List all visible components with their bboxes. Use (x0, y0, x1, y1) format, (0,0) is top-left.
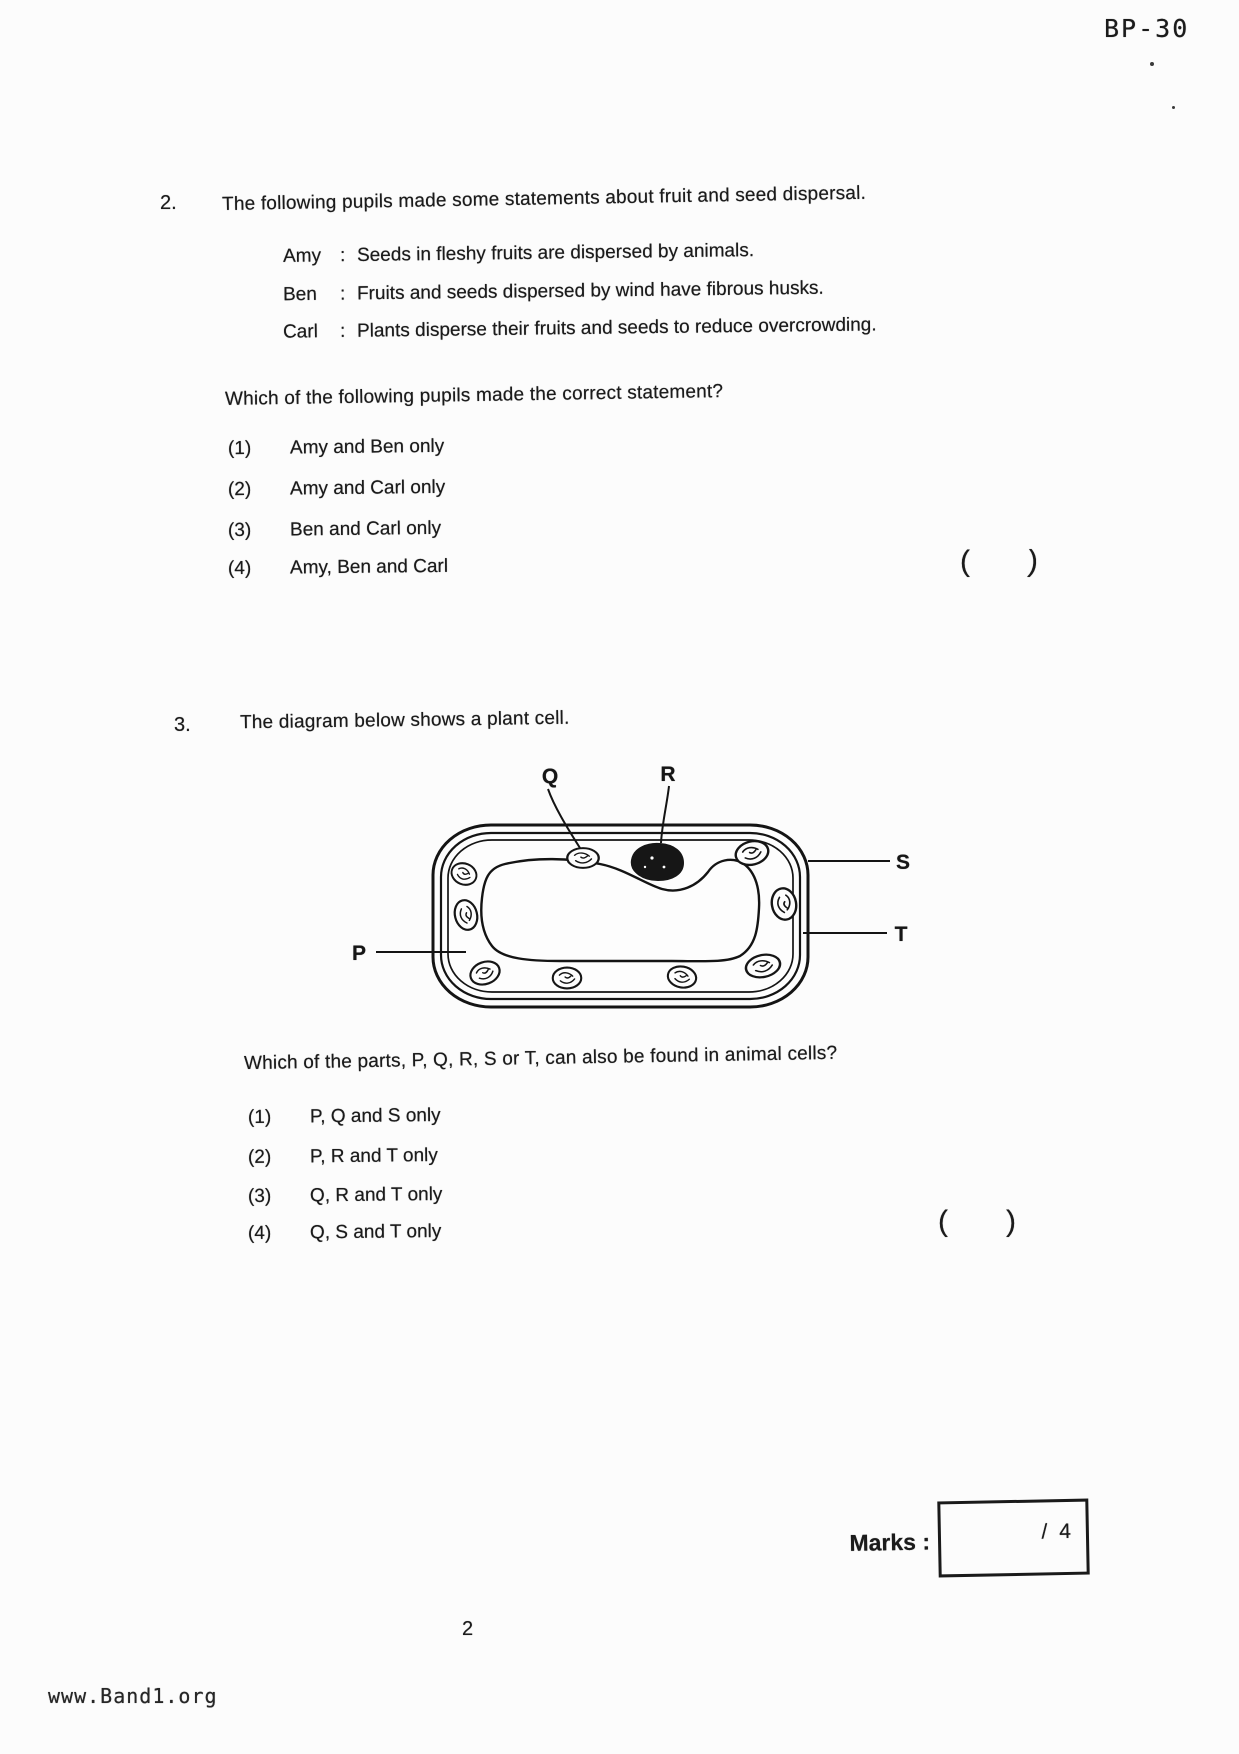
statement-colon: : (339, 320, 346, 342)
option-text: Amy, Ben and Carl (289, 555, 449, 579)
statement-text: Seeds in fleshy fruits are dispersed by animals. (356, 240, 755, 266)
answer-bracket-close: ) (1006, 1205, 1016, 1238)
option-number: (4) (247, 1222, 272, 1245)
question-3-number: 3. (174, 714, 191, 736)
label-q: Q (541, 765, 559, 788)
label-s: S (895, 851, 911, 874)
statement-colon: : (339, 283, 346, 305)
marks-label: Marks : (849, 1528, 931, 1556)
paper-code: BP-30 (1104, 14, 1190, 43)
chloroplast (567, 848, 599, 868)
option-text: P, R and T only (309, 1145, 438, 1168)
scan-speck (1150, 62, 1154, 66)
option-row (248, 1184, 443, 1208)
option-text: Amy and Carl only (289, 476, 446, 500)
question-2-text: The following pupils made some statements about fruit and seed dispersal. (221, 182, 867, 216)
option-text: Q, S and T only (309, 1220, 442, 1244)
label-r: R (660, 763, 676, 786)
pupil-name: Ben (282, 283, 317, 306)
chloroplast (553, 968, 582, 989)
vacuole (481, 859, 759, 961)
option-number: (1) (227, 437, 252, 460)
label-p: P (351, 942, 367, 965)
option-text: Q, R and T only (309, 1183, 443, 1207)
marks-value: / 4 (1041, 1519, 1075, 1544)
question-2-number: 2. (160, 192, 177, 214)
option-row (228, 518, 441, 542)
option-number: (1) (247, 1106, 272, 1129)
question-3-text: The diagram below shows a plant cell. (239, 707, 570, 734)
option-number: (2) (247, 1146, 272, 1168)
marks-box (937, 1499, 1089, 1578)
option-number: (3) (227, 519, 252, 542)
scan-speck (1172, 106, 1175, 109)
nucleus-speck (663, 866, 666, 869)
option-number: (4) (227, 557, 252, 580)
statement-text: Plants disperse their fruits and seeds to reduce overcrowding. (356, 314, 877, 342)
option-number: (2) (227, 478, 252, 501)
option-text: Amy and Ben only (289, 435, 445, 459)
option-row (248, 1145, 438, 1169)
pupil-name: Carl (282, 321, 318, 343)
plant-cell-diagram (290, 752, 940, 1027)
statement-colon: : (339, 245, 346, 267)
statement-carl (283, 314, 877, 343)
nucleus-speck (644, 866, 646, 868)
statement-text: Fruits and seeds dispersed by wind have fibrous husks. (356, 277, 824, 305)
statement-amy (283, 240, 754, 268)
question-3-stem: Which of the parts, P, Q, R, S or T, can also be found in animal cells? (243, 1042, 838, 1075)
option-row (228, 477, 445, 501)
option-row (248, 1221, 442, 1245)
option-row (228, 436, 444, 460)
nucleus-speck (650, 856, 653, 859)
pupil-name: Amy (282, 245, 322, 267)
option-row (248, 1105, 441, 1129)
statement-ben (283, 278, 824, 307)
watermark: www.Band1.org (48, 1684, 218, 1708)
option-row (228, 556, 448, 580)
answer-bracket-open: ( (938, 1205, 948, 1238)
page-number: 2 (462, 1618, 474, 1640)
option-number: (3) (247, 1185, 272, 1208)
answer-bracket-close: ) (1026, 544, 1040, 579)
nucleus (632, 844, 683, 880)
answer-bracket-open: ( (960, 545, 970, 578)
option-text: Ben and Carl only (289, 517, 442, 541)
option-text: P, Q and S only (309, 1104, 441, 1128)
label-t: T (894, 923, 908, 946)
question-2-stem: Which of the following pupils made the correct statement? (224, 381, 724, 410)
